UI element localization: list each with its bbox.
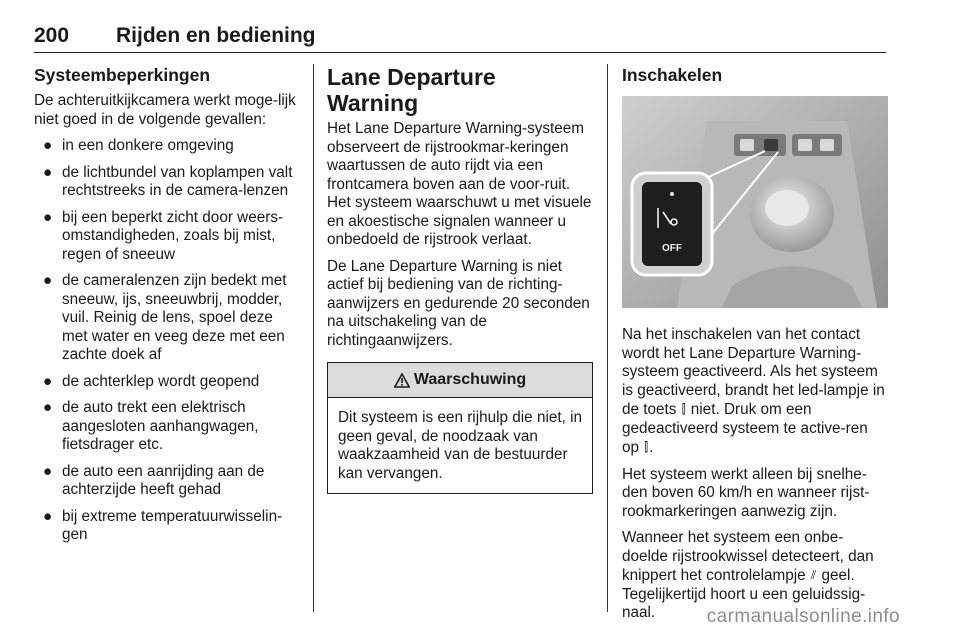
list-item	[34, 508, 300, 545]
column-divider-2	[607, 64, 608, 612]
column-system-limitations	[34, 64, 300, 553]
off-button-label: OFF	[662, 243, 682, 254]
warning-triangle-icon	[394, 373, 410, 388]
column-divider-1	[313, 64, 314, 612]
activation-text-c: .	[649, 439, 654, 456]
activation-paragraph	[622, 326, 888, 458]
warning-header	[328, 363, 592, 398]
page-header	[34, 22, 886, 53]
list-item-text: bij een beperkt zicht door weers-omstandigheden, zoals bij mist, regen of sneeuw	[62, 208, 284, 263]
list-item-text: de achterklep wordt geopend	[62, 372, 260, 390]
column-lane-departure	[327, 64, 593, 494]
bullet-icon: ●	[43, 507, 53, 525]
detection-text-b: geel. Tegelijkertijd hoort u een geluidssig-naal.	[622, 567, 866, 621]
list-item	[34, 373, 300, 392]
page-section-title: Lane Departure Warning	[327, 64, 496, 116]
limitations-list	[34, 137, 300, 545]
activation-text-b: niet. Druk om een gedeactiveerd systeem te active-ren op	[622, 401, 868, 456]
bullet-icon: ●	[43, 137, 53, 154]
list-item-text: de lichtbundel van koplampen valt rechtstreeks in de camera-lenzen	[62, 163, 293, 199]
activation-text-a: Na het inschakelen van het contact wordt het Lane Departure Warning-systeem geactiveerd. Als het systeem is geactiveerd, brandt het led-lampje in de toets	[622, 326, 885, 418]
page-number: 200	[34, 24, 70, 47]
speed-condition-paragraph: Het systeem werkt alleen bij snelhe-den boven 60 km/h en wanneer rijst-rookmarkeringen aanwezig zijn.	[622, 465, 870, 520]
list-item	[34, 463, 300, 500]
list-item	[34, 399, 300, 455]
lane-control-lamp-icon: ⫽	[810, 568, 817, 582]
chapter-title: Rijden en bediening	[116, 24, 316, 47]
lane-button-icon: ⫿	[681, 402, 686, 416]
list-item-text: in een donkere omgeving	[62, 137, 234, 154]
list-item	[34, 164, 300, 201]
bullet-icon: ●	[43, 163, 53, 181]
list-item-text: de auto een aanrijding aan de achterzijde heeft gehad	[62, 462, 265, 498]
lane-departure-inactive-note: De Lane Departure Warning is niet actief bij bediening van de richting-aanwijzers en gedurende 20 seconden na uitschakeling van de richtingaanwijzers.	[327, 257, 590, 349]
list-item-text: de auto trekt een elektrisch aangesloten aanhangwagen, fietsdrager etc.	[62, 399, 259, 453]
bullet-icon: ●	[43, 399, 53, 416]
detection-text-a: Wanneer het systeem een onbe-doelde rijstrookwissel detecteert, dan knippert het controlelampje	[622, 529, 874, 584]
lane-departure-description: Het Lane Departure Warning-systeem observeert de rijstrookmar-keringen waartussen de auto rijdt via een frontcamera boven aan de voor-ruit. Het systeem waarschuwt u met visuele en akoestische signalen wanneer u onbedoeld de rijstrook verlaat.	[327, 120, 592, 248]
console-button-illustration	[622, 96, 888, 308]
limitations-intro: De achteruitkijkcamera werkt moge-lijk niet goed in de volgende gevallen:	[34, 92, 296, 128]
bullet-icon: ●	[43, 372, 53, 390]
bullet-icon: ●	[43, 462, 53, 480]
bullet-icon: ●	[43, 208, 53, 226]
watermark: carmanualsonline.info	[706, 606, 900, 627]
warning-text: Dit systeem is een rijhulp die niet, in geen geval, de noodzaak van waakzaamheid van de bestuurder kan vervangen.	[338, 409, 583, 482]
section-heading-activation: Inschakelen	[622, 65, 723, 85]
lane-button-icon: ⫿	[644, 440, 649, 454]
list-item	[34, 209, 300, 265]
section-heading-limitations: Systeembeperkingen	[34, 65, 211, 85]
list-item-text: bij extreme temperatuurwisselin-gen	[62, 507, 283, 543]
list-item-text: de cameralenzen zijn bedekt met sneeuw, ijs, sneeuwbrij, modder, vuil. Reinig de lens, spoel deze met water en veeg deze met een zachte doek af	[62, 272, 287, 363]
bullet-icon: ●	[43, 272, 53, 289]
warning-title: Waarschuwing	[413, 370, 527, 388]
list-item	[34, 272, 300, 365]
warning-box	[327, 362, 593, 494]
column-activation	[622, 64, 888, 631]
list-item	[34, 137, 300, 156]
